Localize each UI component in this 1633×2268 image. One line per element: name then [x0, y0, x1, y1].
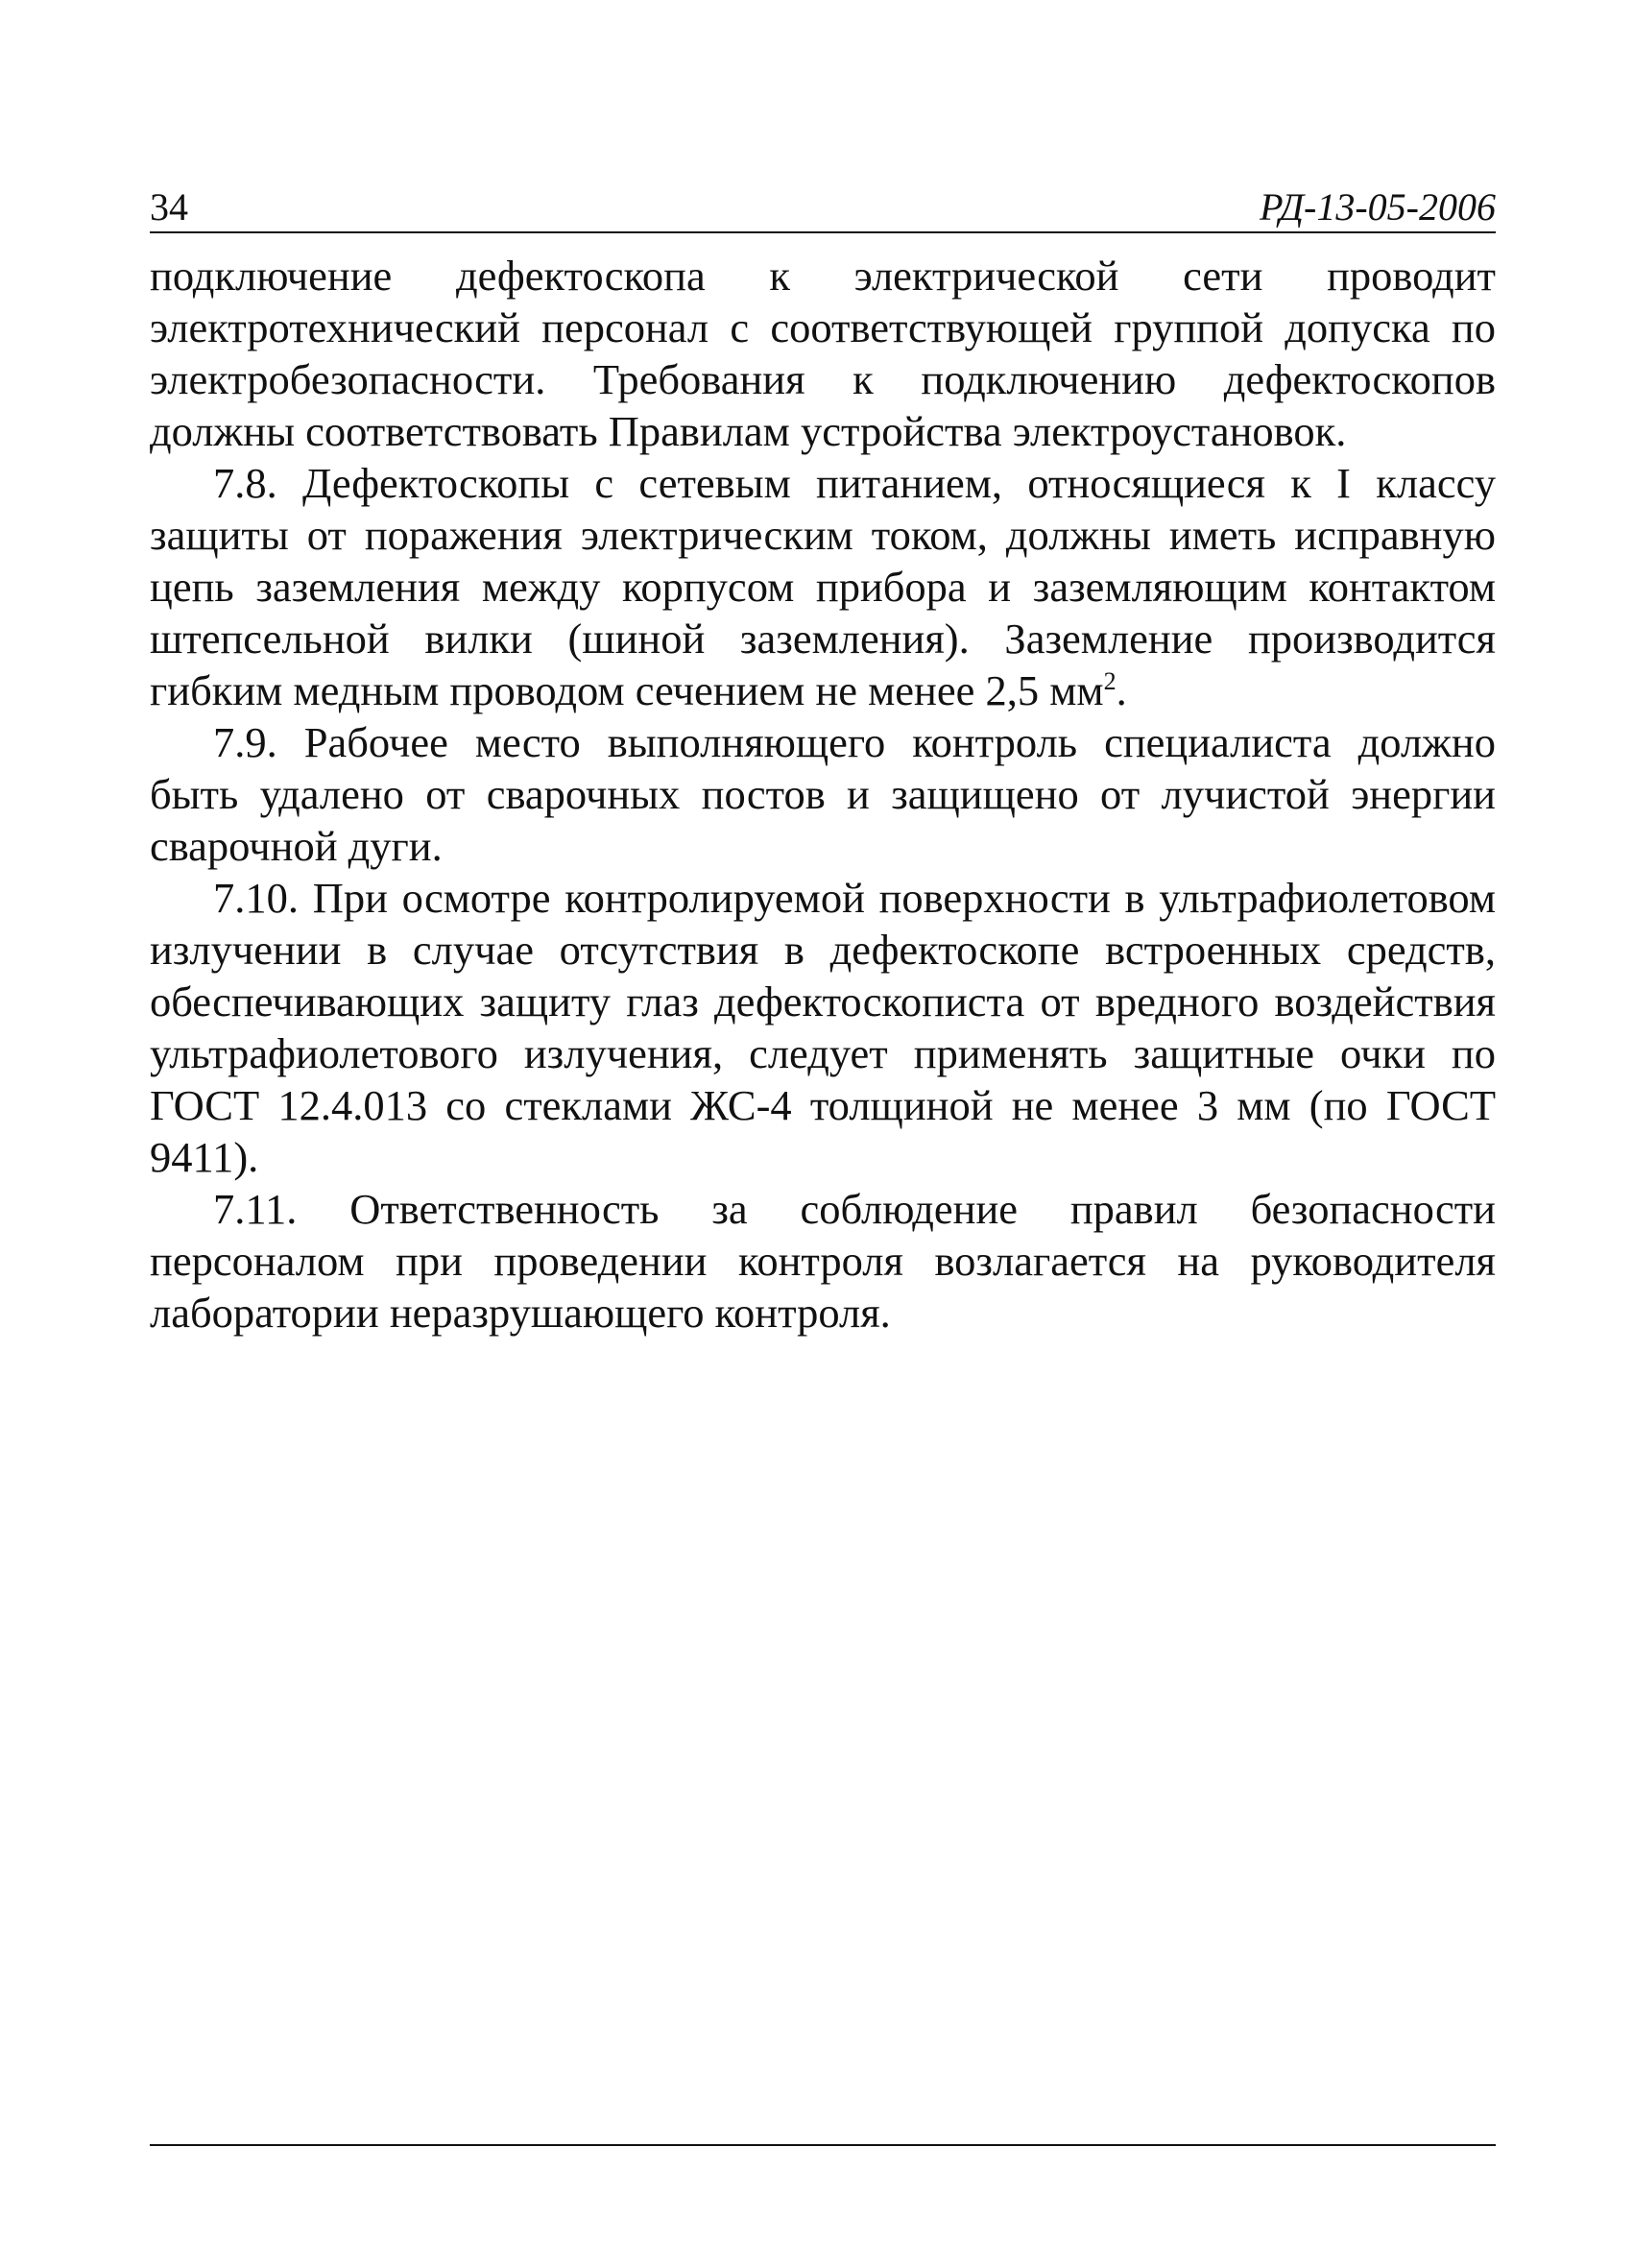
- body-text: [150, 250, 1496, 1339]
- document-code: РД-13-05-2006: [1260, 185, 1496, 229]
- footer-rule: [150, 2144, 1496, 2146]
- paragraph-7-8-end: .: [1116, 666, 1127, 714]
- paragraph-continuation: подключение дефектоскопа к электрической сети проводит электротехнический персонал с соответствующей группой допуска по электробезопасности. Требования к подключению дефектоскопов должны соответствовать Правилам устройства электроустановок.: [150, 252, 1496, 455]
- paragraph-7-8: [150, 457, 1496, 716]
- superscript-2: 2: [1103, 667, 1117, 696]
- page-header: [150, 184, 1496, 230]
- paragraph-7-9: 7.9. Рабочее место выполняющего контроль специалиста должно быть удалено от сварочных постов и защищено от лучистой энергии сварочной дуги.: [150, 718, 1496, 870]
- paragraph-7-8-text: 7.8. Дефектоскопы с сетевым питанием, относящиеся к I классу защиты от поражения электрическим током, должны иметь исправную цепь заземления между корпусом прибора и заземляющим контактом штепсельной вилки (шиной заземления). Заземление производится гибким медным проводом сечением не менее 2,5 мм: [150, 459, 1496, 714]
- paragraph-7-11: 7.11. Ответственность за соблюдение правил безопасности персоналом при проведении контроля возлагается на руководителя лаборатории неразрушающего контроля.: [150, 1185, 1496, 1337]
- paragraph-7-10: 7.10. При осмотре контролируемой поверхности в ультрафиолетовом излучении в случае отсутствия в дефектоскопе встроенных средств, обеспечивающих защиту глаз дефектоскописта от вредного воздействия ультрафиолетового излучения, следует применять защитные очки по ГОСТ 12.4.013 со стеклами ЖС-4 толщиной не менее 3 мм (по ГОСТ 9411).: [150, 874, 1496, 1181]
- header-rule: [150, 231, 1496, 233]
- page-number: 34: [150, 185, 188, 229]
